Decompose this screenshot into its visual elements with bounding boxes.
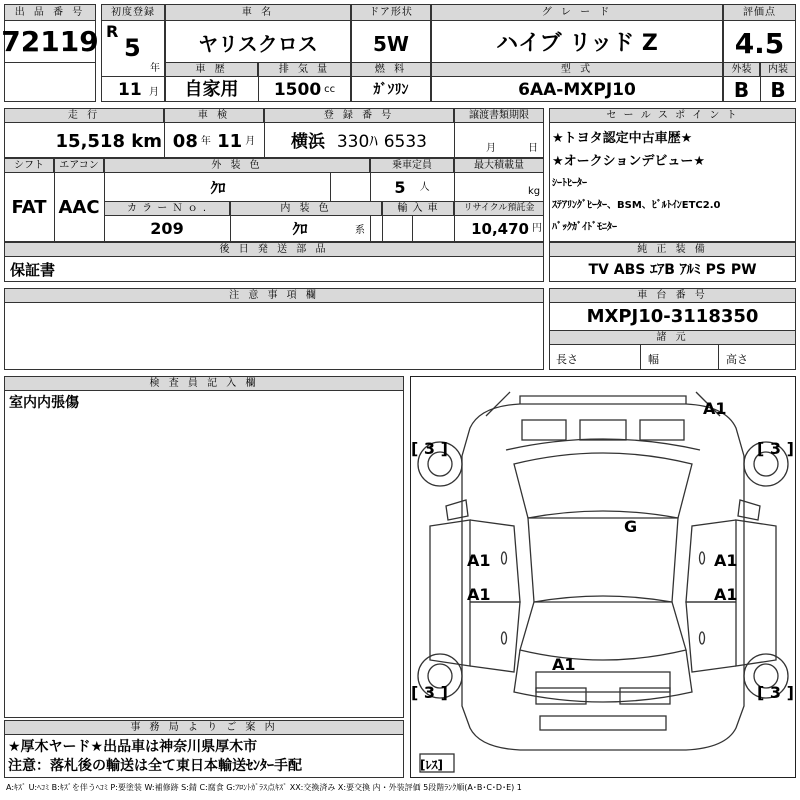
score-label: 評価点 — [723, 4, 796, 21]
spec-label: 諸 元 — [549, 330, 796, 345]
reg-label: 登 録 番 号 — [264, 108, 454, 123]
capacity-label: 乗車定員 — [370, 158, 454, 173]
score: 4.5 — [734, 27, 785, 60]
mark-a1-r1: A1 — [714, 551, 738, 570]
load-unit: kg — [528, 186, 541, 197]
lot-number: 72119 — [1, 25, 99, 58]
grade: ハイブ リッド Z — [496, 31, 658, 56]
model-label: 型 式 — [431, 62, 723, 77]
office-line-1: ★厚木ヤード★出品車は神奈川県厚木市 — [8, 739, 258, 755]
car-diagram — [410, 376, 796, 778]
width-label: 幅 — [648, 353, 659, 366]
r3-div-cap — [370, 158, 371, 242]
first-reg-month: 11 — [118, 80, 142, 100]
color-no: 209 — [150, 219, 184, 238]
mark-tl: [ 3 ] — [411, 439, 448, 458]
shift-label: シフト — [4, 158, 54, 173]
shift: FAT — [11, 196, 47, 218]
model: 6AA-MXPJ10 — [518, 79, 636, 100]
car-name-label: 車 名 — [165, 4, 351, 21]
sales-label: セ ー ル ス ポ イ ン ト — [549, 108, 796, 123]
transfer-day: 日 — [528, 143, 538, 154]
lot-divider — [4, 62, 96, 63]
mark-a1-r2: A1 — [714, 585, 738, 604]
capacity: 5 人 — [394, 178, 430, 197]
later-label: 後 日 発 送 部 品 — [4, 242, 544, 257]
import-label: 輸 入 車 — [382, 201, 454, 216]
int-label: 内装 — [760, 62, 796, 77]
mark-tr: [ 3 ] — [757, 439, 794, 458]
sales-line-3: ｼｰﾄﾋｰﾀｰ — [552, 178, 587, 189]
recycle: 10,470 円 — [471, 219, 542, 238]
color-no-label: カ ラ ー Ｎ ｏ . — [104, 201, 230, 216]
transfer-label: 譲渡書類期限 — [454, 108, 544, 123]
sales-line-4: ｽﾃｱﾘﾝｸﾞﾋｰﾀｰ、BSM、ﾋﾞﾙﾄｲﾝETC2.0 — [552, 200, 721, 211]
ext-color: ｸﾛ — [210, 178, 226, 197]
first-reg-year: 5 — [124, 34, 141, 62]
inspector-text: 室内内張傷 — [9, 395, 79, 411]
chassis-number: MXPJ10-3118350 — [586, 306, 759, 327]
mark-a1-rear: A1 — [552, 655, 576, 674]
inspection-label: 車 検 — [164, 108, 264, 123]
mark-a1-l2: A1 — [467, 585, 491, 604]
transfer-month: 月 — [486, 143, 496, 154]
sales-line-2: ★オークションデビュー★ — [552, 154, 706, 169]
spec-div-1 — [640, 345, 641, 370]
office-line-2: 注意：落札後の輸送は全て東日本輸送ｾﾝﾀｰ手配 — [8, 758, 302, 774]
mileage: 15,518 km — [55, 131, 162, 152]
month-unit: 月 — [149, 87, 159, 98]
inspector-label: 検 査 員 記 入 欄 — [4, 376, 404, 391]
fuel-label: 燃 料 — [351, 62, 431, 77]
fuel: ｶﾞｿﾘﾝ — [373, 82, 409, 98]
int-grade: B — [770, 78, 786, 102]
r3-div-imp — [382, 201, 383, 242]
ext-label: 外装 — [723, 62, 760, 77]
year-unit: 年 — [150, 63, 160, 74]
ac-label: エアコン — [54, 158, 104, 173]
height-label: 高さ — [726, 353, 748, 366]
history-label: 車 歴 — [165, 62, 258, 77]
grade-label: グ レ ー ド — [431, 4, 723, 21]
int-color-unit: 系 — [355, 225, 365, 236]
recycle-label: リサイクル預託金 — [454, 201, 544, 216]
mark-g: G — [624, 517, 638, 536]
ext-grade: B — [733, 78, 750, 102]
spec-div-2 — [718, 345, 719, 370]
r3-div-extc — [330, 173, 331, 201]
mark-a1-l1: A1 — [467, 551, 491, 570]
ext-color-label: 外 装 色 — [104, 158, 370, 173]
mark-less: [ﾚｽ] — [420, 758, 443, 772]
genuine-label: 純 正 装 備 — [549, 242, 796, 257]
sales-line-5: ﾊﾞｯｸｶﾞｲﾄﾞﾓﾆﾀｰ — [552, 222, 617, 233]
load-label: 最大積載量 — [454, 158, 544, 173]
reg-number: 横浜 330ﾊ 6533 — [291, 131, 427, 152]
mark-a1-top: A1 — [703, 399, 727, 418]
int-color: ｸﾛ — [292, 219, 308, 238]
lot-label: 出 品 番 号 — [4, 4, 96, 21]
door-label: ドア形状 — [351, 4, 431, 21]
first-reg-label: 初度登録 — [101, 4, 165, 21]
inspector-box — [4, 376, 404, 718]
displacement-label: 排 気 量 — [258, 62, 351, 77]
genuine-value: TV ABS ｴｱB ｱﾙﾐ PS PW — [588, 262, 757, 278]
era: R — [106, 22, 119, 41]
legend: A:ｷｽﾞ U:ﾍｺﾐ B:ｷｽﾞを伴うﾍｺﾐ P:要塗装 W:補修跡 S:錆 C:腐食 G:ﾌﾛﾝﾄｶﾞﾗｽ点ｷｽﾞ XX:交換済み X:要交換 内・外装評価 5段階ﾗﾝｸ順(A･B･C･D･E) 1 — [6, 783, 522, 792]
displacement: 1500 cc — [273, 79, 336, 100]
office-label: 事 務 局 よ り ご 案 内 — [4, 720, 404, 735]
car-name: ヤリスクロス — [198, 32, 318, 56]
notes-label: 注 意 事 項 欄 — [4, 288, 544, 303]
length-label: 長さ — [556, 353, 578, 366]
sales-line-1: ★トヨタ認定中古車歴★ — [552, 131, 693, 146]
mark-bl: [ 3 ] — [411, 683, 448, 702]
ac: AAC — [58, 196, 100, 218]
r3-div-imp2 — [412, 216, 413, 242]
inspection: 08 年 11 月 — [172, 131, 256, 152]
later-value: 保証書 — [10, 260, 56, 279]
mark-br: [ 3 ] — [757, 683, 794, 702]
int-color-label: 内 装 色 — [230, 201, 382, 216]
chassis-label: 車 台 番 号 — [549, 288, 796, 303]
history: 自家用 — [184, 79, 239, 100]
door: 5W — [373, 32, 409, 56]
first-reg-divider — [101, 76, 165, 77]
mileage-label: 走 行 — [4, 108, 164, 123]
